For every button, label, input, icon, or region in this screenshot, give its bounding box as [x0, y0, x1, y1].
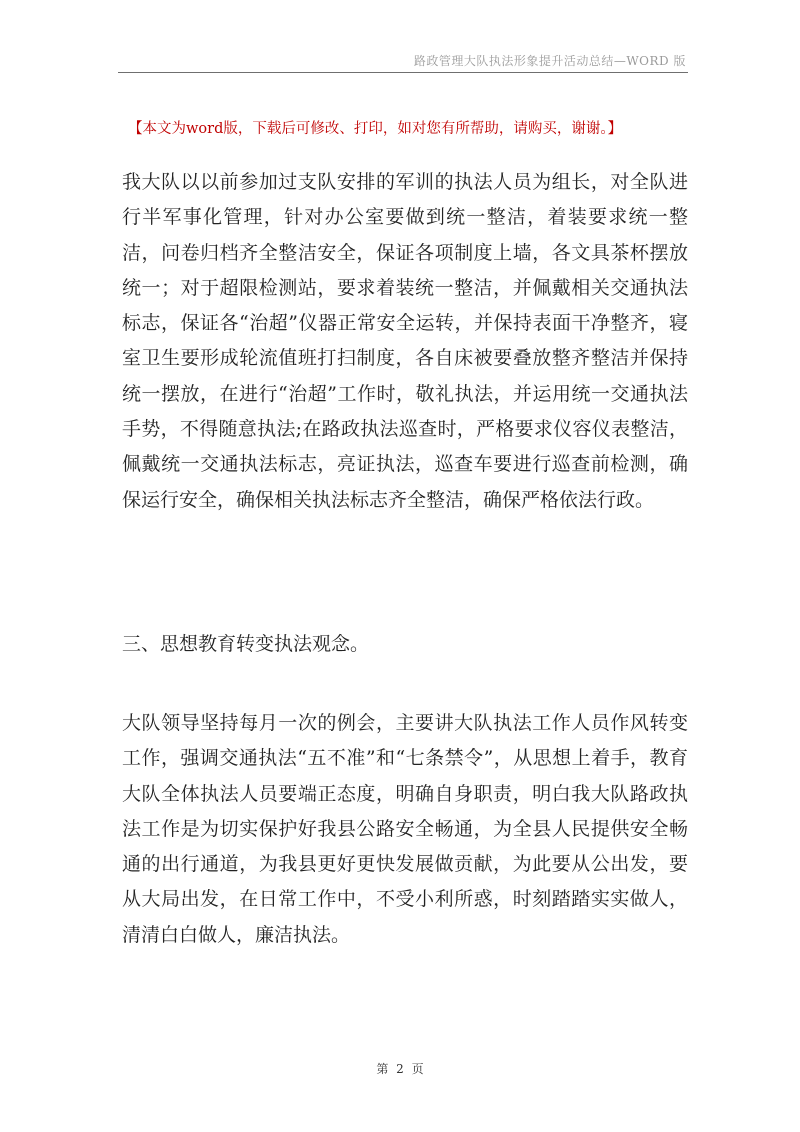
- download-notice: 【本文为word版，下载后可修改、打印，如对您有所帮助，请购买，谢谢。】: [128, 121, 623, 137]
- page-number-footer: [0, 1060, 800, 1077]
- header-divider: [118, 72, 688, 73]
- page-number: 2: [396, 1062, 404, 1076]
- section-heading: 三、思想教育转变执法观念。: [122, 633, 370, 655]
- page-header-title: 路政管理大队执法形象提升活动总结—WORD 版: [413, 54, 686, 68]
- page-prefix: 第: [376, 1062, 389, 1076]
- page-suffix: 页: [411, 1062, 424, 1076]
- body-paragraph-1: 我大队以以前参加过支队安排的军训的执法人员为组长，对全队进行半军事化管理，针对办公室要做到统一整洁，着装要求统一整洁，问卷归档齐全整洁安全，保证各项制度上墙，各文具茶杯摆放统一；对于超限检测站，要求着装统一整洁，并佩戴相关交通执法标志，保证各“治超”仪器正常安全运转，并保持表面干净整齐，寝室卫生要形成轮流值班打扫制度，各自床被要叠放整齐整洁并保持统一摆放，在进行“治超”工作时，敬礼执法，并运用统一交通执法手势，不得随意执法;在路政执法巡查时，严格要求仪容仪表整洁，佩戴统一交通执法标志，亮证执法，巡查车要进行巡查前检测，确保运行安全，确保相关执法标志齐全整洁，确保严格依法行政。: [122, 171, 688, 511]
- body-paragraph-2: 大队领导坚持每月一次的例会，主要讲大队执法工作人员作风转变工作，强调交通执法“五不准”和“七条禁令”，从思想上着手，教育大队全体执法人员要端正态度，明确自身职责，明白我大队路政执法工作是为切实保护好我县公路安全畅通，为全县人民提供安全畅通的出行通道，为我县更好更快发展做贡献，为此要从公出发，要从大局出发，在日常工作中，不受小利所惑，时刻踏踏实实做人，清清白白做人，廉洁执法。: [122, 712, 688, 946]
